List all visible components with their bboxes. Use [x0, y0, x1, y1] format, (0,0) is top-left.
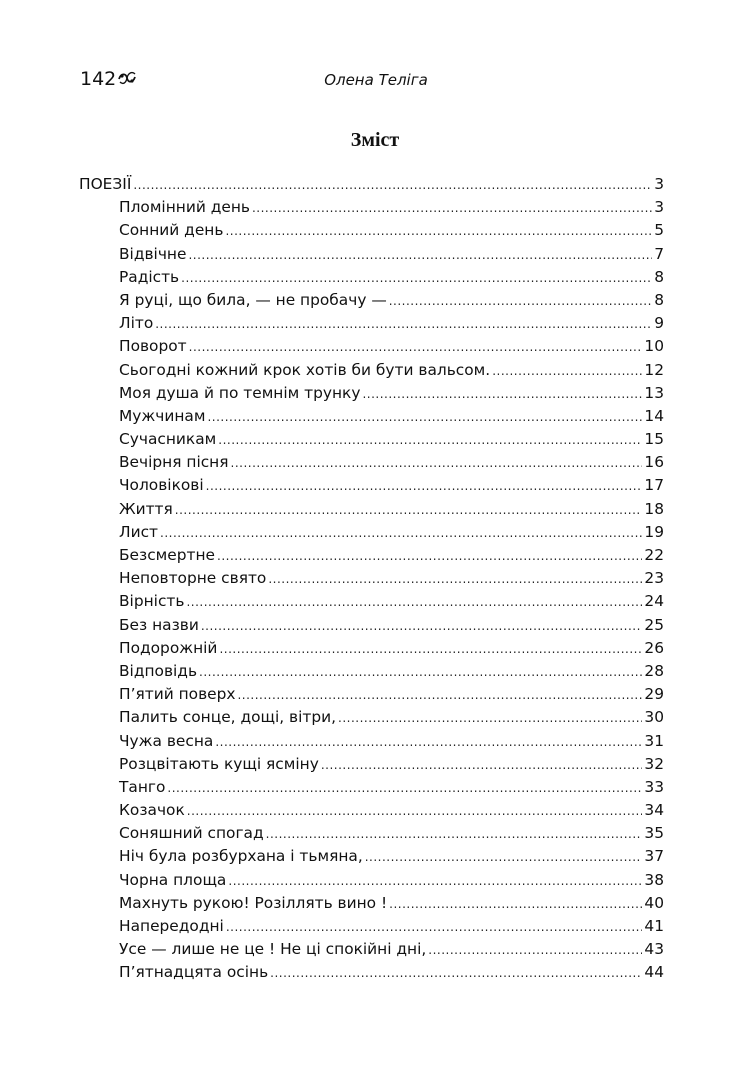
toc-entry	[79, 476, 664, 499]
toc-entry	[79, 245, 664, 268]
toc-entry-page: 43	[644, 940, 664, 959]
toc-entry	[79, 523, 664, 546]
dot-leader	[207, 410, 642, 426]
toc-entry	[79, 801, 664, 824]
toc-entry-title: Без назви	[119, 615, 199, 634]
toc-entry	[79, 268, 664, 291]
toc-entry-title: Вірність	[119, 592, 185, 611]
toc-entry	[79, 407, 664, 430]
toc-entry	[79, 871, 664, 894]
toc-entry-page: 8	[654, 267, 664, 286]
toc-entry-title: Безсмертне	[119, 546, 216, 564]
dot-leader	[362, 387, 642, 403]
toc-entry-title: Чоловікові	[119, 476, 204, 495]
toc-entry-page: 9	[654, 314, 664, 333]
toc-entry	[79, 917, 664, 940]
dot-leader	[217, 549, 642, 565]
toc-entry-title: Поворот	[119, 337, 187, 356]
toc-entry-title: Махнуть рукою! Розіллять вино !	[119, 893, 388, 912]
dot-leader	[181, 271, 652, 287]
toc-entry	[79, 453, 664, 476]
toc-entry-page: 15	[644, 430, 664, 449]
dot-leader	[160, 526, 642, 542]
toc-entry	[79, 500, 664, 523]
toc-entry	[79, 221, 664, 244]
dot-leader	[270, 966, 642, 982]
toc-entry-title: Розцвітають кущі ясміну	[119, 754, 319, 773]
toc-entry	[79, 616, 664, 639]
dot-leader	[252, 201, 652, 217]
dot-leader	[175, 503, 643, 519]
toc-entry-title: Відвічне	[119, 244, 187, 263]
toc-entry-title: Подорожній	[119, 638, 218, 657]
toc-entry-page: 35	[644, 824, 664, 843]
toc-entry	[79, 755, 664, 778]
toc-entry-page: 40	[644, 893, 664, 912]
toc-entry-title: Радість	[119, 267, 180, 286]
toc-entry-page: 25	[644, 615, 664, 634]
toc-entry-title: Лист	[119, 522, 159, 541]
toc-entry	[79, 708, 664, 731]
dot-leader	[268, 572, 642, 588]
toc-entry-title: Пломінний день	[119, 198, 250, 217]
page-title: Зміст	[350, 129, 400, 151]
dot-leader	[338, 711, 642, 727]
dot-leader	[133, 178, 652, 194]
toc-entry-title: Напередодні	[119, 917, 224, 935]
page-number: 142	[80, 68, 117, 90]
toc-entry-page: 18	[644, 499, 664, 518]
toc-entry-page: 22	[644, 546, 664, 564]
toc-entry-page: 16	[644, 453, 664, 472]
toc-entry	[79, 940, 664, 963]
dot-leader	[321, 758, 643, 774]
toc-entry	[79, 639, 664, 662]
dot-leader	[231, 456, 643, 472]
dot-leader	[206, 479, 643, 495]
toc-entry	[79, 778, 664, 801]
dot-leader	[228, 874, 642, 890]
page-header	[80, 66, 672, 94]
toc-entry-page: 23	[644, 569, 664, 588]
dot-leader	[389, 294, 652, 310]
dot-leader	[365, 850, 643, 866]
dot-leader	[215, 735, 642, 751]
toc-entry-page: 34	[644, 801, 664, 820]
toc-entry-title: Козачок	[119, 801, 185, 820]
toc-section-title: ПОЕЗІЇ	[79, 175, 132, 193]
dot-leader	[199, 665, 642, 681]
toc-entry	[79, 337, 664, 360]
toc-entry-page: 33	[644, 777, 664, 796]
toc-entry-page: 30	[644, 708, 664, 727]
toc-entry-page: 5	[654, 221, 664, 240]
toc-entry-title: Чужа весна	[119, 731, 214, 750]
running-head: Олена Теліга	[324, 71, 428, 89]
toc-entry-page: 29	[644, 685, 664, 704]
toc-entry-page: 13	[644, 383, 664, 402]
toc-entry	[79, 546, 664, 569]
toc-entry	[79, 291, 664, 314]
toc-entry-title: Сучасникам	[119, 430, 217, 449]
toc-entry	[79, 569, 664, 592]
toc-entry-title: Неповторне свято	[119, 569, 267, 588]
dot-leader	[266, 827, 643, 843]
toc-entry-title: Відповідь	[119, 661, 198, 680]
toc-entry-page: 17	[644, 476, 664, 495]
dot-leader	[226, 920, 643, 936]
toc-entry-title: Палить сонце, дощі, вітри,	[119, 708, 337, 727]
toc-entry	[79, 384, 664, 407]
toc-entry-page: 14	[644, 406, 664, 425]
toc-entry-page: 7	[654, 244, 664, 263]
toc-entry-title: Моя душа й по темнім трунку	[119, 383, 361, 402]
toc-entry-title: Мужчинам	[119, 406, 206, 425]
toc-entry-title: Сонний день	[119, 221, 224, 240]
toc-entry-title: Вечірня пісня	[119, 453, 229, 472]
toc-entry-page: 3	[654, 198, 664, 217]
toc-entry-title: Усе — лише не це ! Не ці спокійні дні,	[119, 940, 427, 959]
toc-entry-page: 10	[644, 337, 664, 356]
toc-entry	[79, 847, 664, 870]
toc-entry-title: Сьогодні кожний крок хотів би бути вальсом.	[119, 360, 491, 379]
toc-entry-title: Чорна площа	[119, 870, 227, 889]
dot-leader	[237, 688, 642, 704]
toc-entry-page: 28	[644, 661, 664, 680]
toc-entry-title: Я руці, що била, — не пробачу —	[119, 290, 387, 309]
toc-entry-page: 32	[644, 754, 664, 773]
dot-leader	[225, 224, 652, 240]
dot-leader	[167, 781, 642, 797]
toc-entry-page: 24	[644, 592, 664, 611]
toc-entry-page: 38	[644, 870, 664, 889]
toc-entry-page: 12	[644, 360, 664, 379]
toc-entry	[79, 314, 664, 337]
toc-entry-title: Життя	[119, 499, 173, 518]
toc-entry-title: П’ятий поверх	[119, 685, 236, 704]
toc-entry-page: 37	[644, 847, 664, 866]
toc-entry	[79, 592, 664, 615]
toc-entry	[79, 430, 664, 453]
dot-leader	[155, 317, 652, 333]
toc-entry-page: 44	[644, 963, 664, 982]
dot-leader	[201, 619, 643, 635]
toc-section	[79, 175, 664, 198]
toc-entry-page: 41	[644, 917, 664, 935]
dot-leader	[389, 897, 642, 913]
toc-section-page: 3	[654, 175, 664, 193]
toc-entry-title: Соняшний спогад	[119, 824, 264, 843]
toc-entry	[79, 198, 664, 221]
toc-entry	[79, 662, 664, 685]
toc-entry	[79, 963, 664, 986]
toc-entry-page: 31	[644, 731, 664, 750]
toc-entry-page: 19	[644, 522, 664, 541]
dot-leader	[218, 433, 642, 449]
toc-entry-page: 26	[644, 638, 664, 657]
dot-leader	[189, 340, 643, 356]
toc-entry	[79, 361, 664, 384]
table-of-contents	[79, 175, 664, 987]
toc-entry-title: Літо	[119, 314, 154, 333]
toc-entries	[79, 198, 664, 986]
toc-entry-title: Танго	[119, 777, 166, 796]
toc-entry	[79, 894, 664, 917]
toc-entry	[79, 732, 664, 755]
toc-entry-title: Ніч була розбурхана і тьмяна,	[119, 847, 363, 866]
dot-leader	[492, 364, 642, 380]
toc-entry-page: 8	[654, 290, 664, 309]
dot-leader	[219, 642, 642, 658]
toc-entry	[79, 824, 664, 847]
toc-entry	[79, 685, 664, 708]
toc-entry-title: П’ятнадцята осінь	[119, 963, 269, 982]
dot-leader	[187, 804, 643, 820]
dot-leader	[186, 595, 642, 611]
dot-leader	[428, 943, 642, 959]
dot-leader	[188, 248, 652, 264]
